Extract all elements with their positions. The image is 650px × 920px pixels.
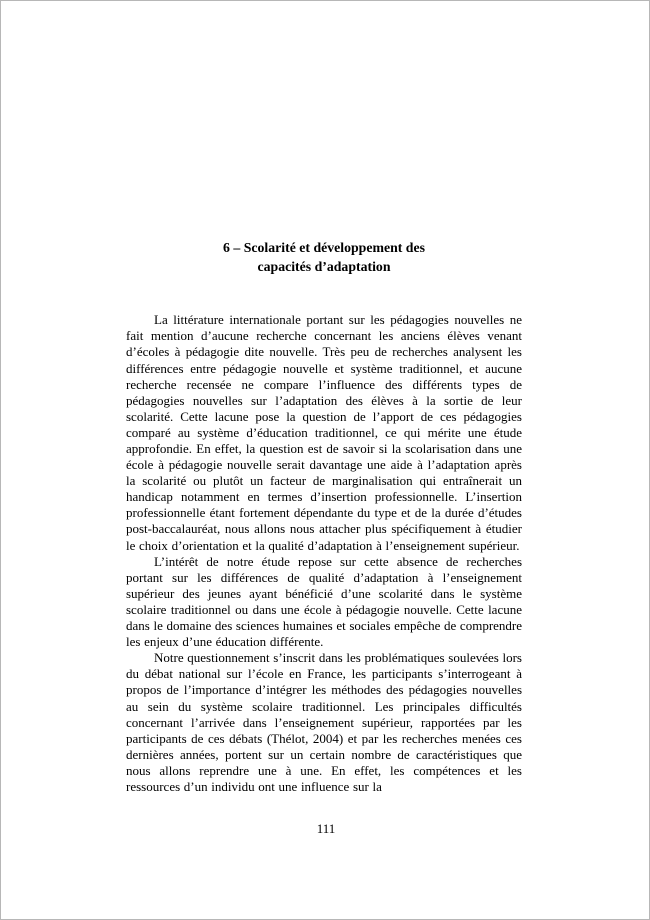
body-text xyxy=(126,312,522,795)
page-number: 111 xyxy=(316,821,336,836)
section-title-line-2: capacités d’adaptation xyxy=(257,258,391,274)
paragraph: Notre questionnement s’inscrit dans les problématiques soulevées lors du débat national sur l’école en France, les participants s’interrogeant à propos de l’importance d’intégrer les méthodes des pédagogies nouvelles au sein du système scolaire traditionnel. Les principales difficultés concernant l’arrivée dans l’enseignement supérieur, rapportées par les participants de ces débats (Thélot, 2004) et par les recherches menées ces dernières années, portent sur un certain nombre de caractéristiques que nous allons reprendre une à une. En effet, les compétences et les ressources d’un individu ont une influence sur la xyxy=(126,650,522,794)
paragraph: La littérature internationale portant sur les pédagogies nouvelles ne fait mention d’aucune recherche concernant les anciens élèves venant d’écoles à pédagogie dite nouvelle. Très peu de recherches analysent les différences entre pédagogie nouvelle et système traditionnel, et aucune recherche recensée ne compare l’influence des différents types de pédagogies nouvelles sur l’adaptation des élèves à la sortie de leur scolarité. Cette lacune pose la question de l’apport de ces pédagogies comparé au système d’éducation traditionnel, ce qui mérite une étude approfondie. En effet, la question est de savoir si la scolarisation dans une école à pédagogie nouvelle serait davantage une aide à l’adaptation après la scolarité ou plutôt un facteur de marginalisation qui entraînerait un handicap notamment en termes d’insertion professionnelle. L’insertion professionnelle étant fortement dépendante du type et de la durée d’études post-baccalauréat, nous allons nous attacher plus spécifiquement à étudier le choix d’orientation et la qualité d’adaptation à l’enseignement supérieur. xyxy=(126,312,522,553)
section-title xyxy=(126,239,522,276)
paragraph: L’intérêt de notre étude repose sur cette absence de recherches portant sur les différences de qualité d’adaptation à l’enseignement supérieur des jeunes ayant bénéficié d’une scolarité dans le système scolaire traditionnel ou dans une école à pédagogie nouvelle. Cette lacune dans le domaine des sciences humaines et sociales empêche de comprendre les enjeux d’une éducation différente. xyxy=(126,553,523,650)
text-column xyxy=(126,239,522,795)
section-title-line-1: 6 – Scolarité et développement des xyxy=(223,240,425,255)
